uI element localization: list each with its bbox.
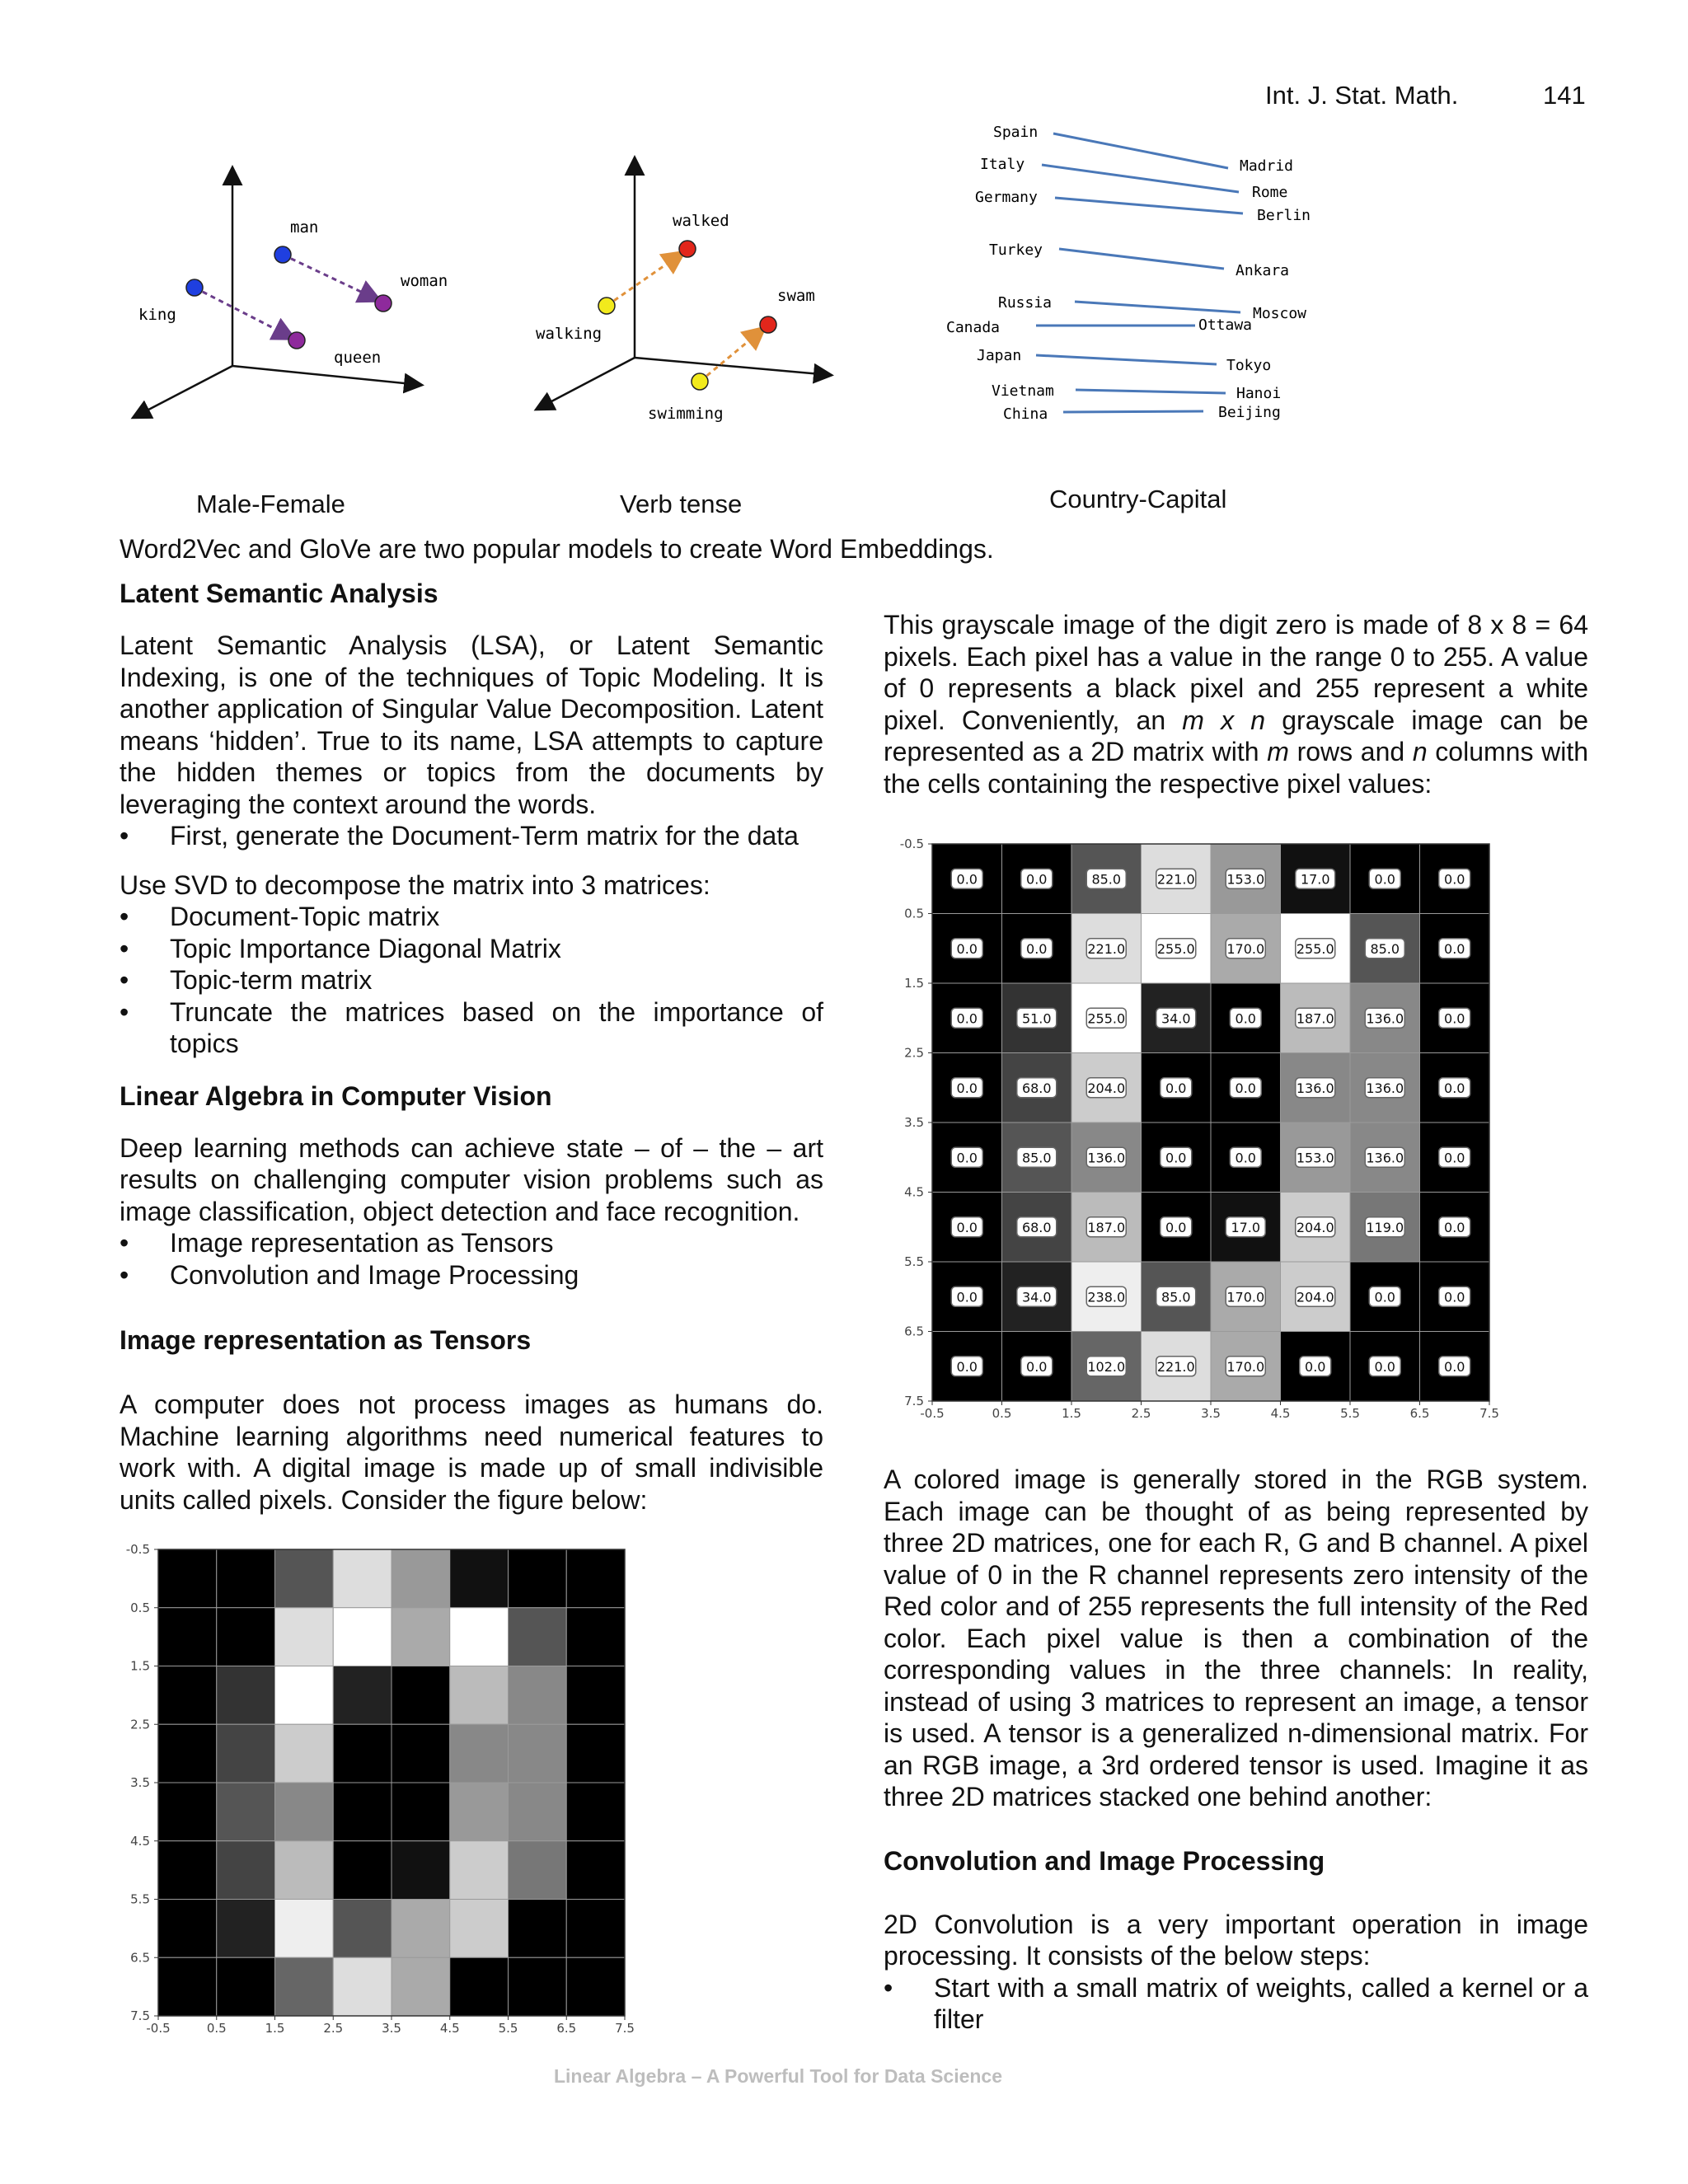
cell-value-label	[1086, 1217, 1126, 1237]
cell-value-label	[1226, 1357, 1265, 1376]
svg-text:119.0: 119.0	[1366, 1219, 1404, 1235]
cell-value-label	[951, 939, 982, 958]
svg-text:204.0: 204.0	[1296, 1289, 1334, 1305]
cell-value-label	[1369, 1357, 1400, 1376]
cell-value-label	[1017, 1286, 1057, 1306]
tensor-heading: Image representation as Tensors	[120, 1325, 532, 1355]
x-tick-label: 7.5	[1479, 1406, 1499, 1421]
cell-value-label	[1439, 1217, 1470, 1237]
y-tick-label: 1.5	[904, 976, 924, 991]
country-canada: Canada	[946, 319, 1001, 336]
cell-value-label	[1086, 1078, 1126, 1098]
svg-text:0.0: 0.0	[956, 1150, 978, 1166]
x-tick-label: 0.5	[206, 2021, 227, 2036]
caption-verb-tense: Verb tense	[620, 490, 743, 518]
svg-text:0.0: 0.0	[956, 1010, 978, 1027]
country-turkey: Turkey	[989, 241, 1043, 259]
y-tick-label: 4.5	[130, 1833, 150, 1849]
capital-moscow: Moscow	[1253, 305, 1307, 322]
cell-value-label	[1226, 1217, 1265, 1237]
conv-paragraph: 2D Convolution is a very important operation in image processing. It consists of the below steps:	[884, 1909, 1588, 1971]
x-tick-label: -0.5	[920, 1406, 945, 1421]
cell-value-label	[1439, 1286, 1470, 1306]
cell-value-label	[1156, 1357, 1196, 1376]
capital-tokyo: Tokyo	[1226, 357, 1272, 374]
page-number: 141	[1543, 81, 1586, 110]
svg-text:0.0: 0.0	[956, 940, 978, 957]
svg-text:0.0: 0.0	[956, 1219, 978, 1235]
cell-value-label	[1439, 1357, 1470, 1376]
svg-text:153.0: 153.0	[1226, 871, 1265, 888]
cell-value-label	[1086, 1008, 1126, 1028]
tensor-paragraph: A computer does not process images as humans do. Machine learning algorithms need numerical features to work with. A digital image is made up of small indivisible units called pixels. Consider the figure below:	[120, 1390, 823, 1515]
svg-text:0.0: 0.0	[1374, 1358, 1395, 1375]
y-tick-label: -0.5	[899, 837, 924, 851]
y-tick-label: 5.5	[904, 1254, 924, 1269]
svg-text:0.0: 0.0	[1444, 1150, 1465, 1166]
cell-value-label	[1160, 1078, 1192, 1098]
svg-text:0.0: 0.0	[956, 1080, 978, 1096]
cell-value-label	[1439, 1078, 1470, 1098]
cell-value-label	[1017, 1008, 1057, 1028]
digit-n: n	[1412, 737, 1428, 766]
cell-value-label	[1296, 1217, 1335, 1237]
intro-sentence: Word2Vec and GloVe are two popular models to create Word Embeddings.	[120, 534, 994, 564]
svg-text:136.0: 136.0	[1296, 1080, 1334, 1096]
cell-value-label	[1439, 1147, 1470, 1167]
svg-text:85.0: 85.0	[1160, 1289, 1191, 1305]
svg-text:0.0: 0.0	[1444, 1080, 1465, 1096]
cell-value-label	[1017, 1078, 1057, 1098]
list-item: • Convolution and Image Processing	[120, 1259, 823, 1291]
word-walked: walked	[673, 212, 729, 230]
cell-value-label	[1365, 1008, 1404, 1028]
word-swimming: swimming	[648, 405, 724, 423]
list-item: • Image representation as Tensors	[120, 1227, 823, 1259]
svg-text:170.0: 170.0	[1226, 1358, 1265, 1375]
y-tick-label: 5.5	[130, 1891, 150, 1907]
country-japan: Japan	[977, 347, 1022, 364]
cell-value-label	[1017, 1217, 1057, 1237]
x-tick-label: 6.5	[1409, 1406, 1430, 1421]
cell-value-label	[1086, 1357, 1126, 1376]
cell-value-label	[1439, 939, 1470, 958]
svg-text:68.0: 68.0	[1021, 1080, 1052, 1096]
svg-text:0.0: 0.0	[1235, 1150, 1256, 1166]
cell-value-label	[951, 1357, 982, 1376]
svg-text:85.0: 85.0	[1021, 1150, 1052, 1166]
cell-value-label	[1156, 1008, 1196, 1028]
svg-text:136.0: 136.0	[1366, 1150, 1404, 1166]
digit-m: m	[1267, 737, 1289, 766]
cell-value-label	[1017, 1147, 1057, 1167]
svg-text:255.0: 255.0	[1087, 1010, 1126, 1027]
svg-text:0.0: 0.0	[1374, 1289, 1395, 1305]
y-tick-label: 7.5	[130, 2008, 150, 2023]
capital-ottawa: Ottawa	[1198, 316, 1253, 334]
word-swam: swam	[777, 287, 815, 305]
svg-text:221.0: 221.0	[1156, 871, 1195, 888]
svg-text:0.0: 0.0	[956, 1358, 978, 1375]
cell-value-label	[1296, 1008, 1335, 1028]
word-queen: queen	[334, 349, 382, 367]
word-man: man	[290, 218, 319, 237]
svg-text:204.0: 204.0	[1087, 1080, 1126, 1096]
svg-text:0.0: 0.0	[1374, 871, 1395, 888]
svg-text:68.0: 68.0	[1021, 1219, 1052, 1235]
svg-text:0.0: 0.0	[1444, 1358, 1465, 1375]
cell-value-label	[1021, 869, 1053, 888]
svg-text:0.0: 0.0	[1235, 1080, 1256, 1096]
conv-heading: Convolution and Image Processing	[884, 1845, 1325, 1876]
cell-value-label	[1086, 1286, 1126, 1306]
right-column-bottom	[884, 1464, 1588, 2036]
cell-value-label	[1296, 1286, 1335, 1306]
capital-beijing: Beijing	[1218, 404, 1281, 421]
lsa-bullet: • First, generate the Document-Term matrix for the data	[120, 820, 823, 852]
cell-value-label	[1156, 939, 1196, 958]
svg-text:255.0: 255.0	[1296, 940, 1334, 957]
cv-heading: Linear Algebra in Computer Vision	[120, 1080, 552, 1111]
digit-text-3: rows and	[1288, 737, 1413, 766]
y-tick-label: 3.5	[130, 1775, 150, 1790]
journal-name: Int. J. Stat. Math.	[1265, 81, 1459, 110]
svg-text:85.0: 85.0	[1091, 871, 1122, 888]
svg-text:0.0: 0.0	[956, 871, 978, 888]
y-tick-label: 2.5	[904, 1045, 924, 1061]
cell-value-label	[1160, 1217, 1192, 1237]
svg-text:255.0: 255.0	[1156, 940, 1195, 957]
digit-text-2: grayscale image can be represented as a 2D matrix with	[884, 705, 1589, 766]
x-tick-label: 6.5	[556, 2021, 577, 2036]
y-tick-label: 0.5	[904, 906, 924, 921]
svg-text:221.0: 221.0	[1087, 940, 1126, 957]
country-russia: Russia	[998, 294, 1053, 312]
svg-text:17.0: 17.0	[1300, 871, 1330, 888]
svg-text:0.0: 0.0	[1444, 1289, 1465, 1305]
svg-text:187.0: 187.0	[1296, 1010, 1334, 1027]
svg-text:34.0: 34.0	[1160, 1010, 1191, 1027]
cell-value-label	[1365, 939, 1404, 958]
cell-value-label	[1021, 1357, 1053, 1376]
country-spain: Spain	[993, 124, 1039, 141]
x-tick-label: 5.5	[1340, 1406, 1360, 1421]
word-king: king	[138, 306, 176, 324]
y-tick-label: 6.5	[130, 1950, 150, 1966]
svg-text:136.0: 136.0	[1366, 1080, 1404, 1096]
page-footer: Linear Algebra – A Powerful Tool for Data Science	[553, 2065, 1003, 2087]
cell-value-label	[951, 869, 982, 888]
country-china: China	[1003, 405, 1048, 423]
y-tick-label: 6.5	[904, 1324, 924, 1339]
svg-text:170.0: 170.0	[1226, 940, 1265, 957]
svg-text:187.0: 187.0	[1087, 1219, 1126, 1235]
digit-m-x-n: m x n	[1182, 705, 1266, 735]
list-item: • Topic-term matrix	[120, 964, 823, 996]
cell-value-label	[951, 1008, 982, 1028]
cell-value-label	[1439, 869, 1470, 888]
svg-text:0.0: 0.0	[956, 1289, 978, 1305]
country-vietnam: Vietnam	[992, 382, 1054, 400]
caption-country-capital: Country-Capital	[1049, 485, 1227, 513]
x-tick-label: 1.5	[1062, 1406, 1081, 1421]
svg-text:170.0: 170.0	[1226, 1289, 1265, 1305]
cell-value-label	[1439, 1008, 1470, 1028]
x-tick-label: 3.5	[382, 2021, 401, 2036]
x-tick-label: 5.5	[498, 2021, 518, 2036]
cell-value-label	[1230, 1078, 1261, 1098]
caption-male-female: Male-Female	[196, 490, 345, 518]
svg-text:153.0: 153.0	[1296, 1150, 1334, 1166]
svg-text:51.0: 51.0	[1021, 1010, 1052, 1027]
cell-value-label	[1365, 1147, 1404, 1167]
capital-berlin: Berlin	[1257, 207, 1311, 224]
svg-text:0.0: 0.0	[1444, 1219, 1465, 1235]
y-tick-label: 0.5	[130, 1600, 150, 1615]
svg-text:0.0: 0.0	[1026, 940, 1048, 957]
svg-text:221.0: 221.0	[1156, 1358, 1195, 1375]
svg-text:102.0: 102.0	[1087, 1358, 1126, 1375]
cell-value-label	[1021, 939, 1053, 958]
conv-bullets	[884, 1972, 1588, 2036]
cell-value-label	[1226, 1286, 1265, 1306]
capital-rome: Rome	[1252, 184, 1288, 201]
cell-value-label	[1226, 869, 1265, 888]
svg-text:34.0: 34.0	[1021, 1289, 1052, 1305]
x-tick-label: 7.5	[615, 2021, 635, 2036]
svg-text:0.0: 0.0	[1235, 1010, 1256, 1027]
x-tick-label: 2.5	[323, 2021, 344, 2036]
svg-text:0.0: 0.0	[1305, 1358, 1326, 1375]
svg-text:0.0: 0.0	[1165, 1080, 1187, 1096]
cell-value-label	[1365, 1217, 1404, 1237]
svg-text:0.0: 0.0	[1444, 1010, 1465, 1027]
cell-value-label	[951, 1078, 982, 1098]
svg-text:136.0: 136.0	[1366, 1010, 1404, 1027]
x-tick-label: 4.5	[1270, 1406, 1291, 1421]
rgb-paragraph: A colored image is generally stored in the RGB system. Each image can be thought of as being represented by three 2D matrices, one for each R, G and B channel. A pixel value of 0 in the R channel represents zero intensity of the Red color and of 255 represents the full intensity of the Red color. Each pixel value is then a combination of the corresponding values in the three channels: In reality, instead of using 3 matrices to represent an image, a tensor is used. A tensor is a generalized n-dimensional matrix. For an RGB image, a 3rd ordered tensor is used. Imagine it as three 2D matrices stacked one behind another:	[884, 1465, 1588, 1811]
y-tick-label: 4.5	[904, 1184, 924, 1200]
cell-value-label	[1160, 1147, 1192, 1167]
svg-text:0.0: 0.0	[1444, 871, 1465, 888]
lsa-heading: Latent Semantic Analysis	[120, 579, 438, 608]
cell-value-label	[1296, 1078, 1335, 1098]
cell-value-label	[1296, 869, 1335, 888]
digit-text-1: This grayscale image of the digit zero is made of 8 x 8 = 64 pixels. Each pixel has a value in the range 0 to 255. A value of 0 represents a black pixel and 255 represent a white pixel. Conveniently, an	[884, 610, 1588, 735]
word-walking: walking	[536, 325, 603, 343]
word-woman: woman	[401, 272, 448, 290]
list-item: • Start with a small matrix of weights, called a kernel or a filter	[884, 1972, 1588, 2036]
list-item: • Truncate the matrices based on the importance of topics	[120, 996, 823, 1060]
svg-text:85.0: 85.0	[1370, 940, 1400, 957]
cell-value-label	[1369, 869, 1400, 888]
x-tick-label: 3.5	[1201, 1406, 1221, 1421]
svg-text:17.0: 17.0	[1231, 1219, 1261, 1235]
svg-text:0.0: 0.0	[1165, 1219, 1187, 1235]
svg-text:0.0: 0.0	[1444, 940, 1465, 957]
y-tick-label: -0.5	[125, 1542, 150, 1557]
capital-hanoi: Hanoi	[1236, 385, 1282, 402]
y-tick-label: 2.5	[130, 1717, 150, 1732]
svg-text:0.0: 0.0	[1165, 1150, 1187, 1166]
x-tick-label: 4.5	[439, 2021, 460, 2036]
cell-value-label	[1156, 869, 1196, 888]
cv-paragraph: Deep learning methods can achieve state – of – the – art results on challenging computer vision problems such as image classification, object detection and face recognition.	[120, 1132, 823, 1226]
x-tick-label: 0.5	[992, 1406, 1012, 1421]
cell-value-label	[1230, 1147, 1261, 1167]
cell-value-label	[1086, 869, 1126, 888]
cell-value-label	[1086, 1147, 1126, 1167]
y-tick-label: 1.5	[130, 1658, 150, 1674]
country-germany: Germany	[975, 189, 1038, 206]
cell-value-label	[951, 1286, 982, 1306]
svg-text:0.0: 0.0	[1026, 871, 1048, 888]
cell-value-label	[951, 1217, 982, 1237]
svg-text:136.0: 136.0	[1087, 1150, 1126, 1166]
y-tick-label: 3.5	[904, 1115, 924, 1130]
cell-value-label	[1226, 939, 1265, 958]
svd-intro: Use SVD to decompose the matrix into 3 matrices:	[120, 869, 710, 900]
capital-ankara: Ankara	[1236, 262, 1290, 279]
x-tick-label: 1.5	[265, 2021, 285, 2036]
country-italy: Italy	[980, 156, 1025, 173]
capital-madrid: Madrid	[1240, 157, 1294, 175]
digit-text-4: columns with the cells containing the respective pixel values:	[884, 737, 1589, 799]
cell-value-label	[1296, 939, 1335, 958]
list-item: • Topic Importance Diagonal Matrix	[120, 933, 823, 965]
cell-value-label	[1086, 939, 1126, 958]
cell-value-label	[1296, 1147, 1335, 1167]
y-tick-label: 7.5	[904, 1394, 924, 1408]
cell-value-label	[1156, 1286, 1196, 1306]
x-tick-label: -0.5	[146, 2021, 171, 2036]
cell-value-label	[1300, 1357, 1331, 1376]
cell-value-label	[951, 1147, 982, 1167]
svg-text:204.0: 204.0	[1296, 1219, 1334, 1235]
svg-text:238.0: 238.0	[1087, 1289, 1126, 1305]
cell-value-label	[1230, 1008, 1261, 1028]
lsa-paragraph: Latent Semantic Analysis (LSA), or Latent Semantic Indexing, is one of the techniques of Topic Modeling. It is another application of Singular Value Decomposition. Latent means ‘hidden’. True to its name, LSA attempts to capture the hidden themes or topics from the documents by leveraging the context around the words.	[120, 630, 823, 819]
cell-value-label	[1369, 1286, 1400, 1306]
list-item: • Document-Topic matrix	[120, 901, 823, 933]
cell-value-label	[1365, 1078, 1404, 1098]
x-tick-label: 2.5	[1131, 1406, 1151, 1421]
svg-text:0.0: 0.0	[1026, 1358, 1048, 1375]
